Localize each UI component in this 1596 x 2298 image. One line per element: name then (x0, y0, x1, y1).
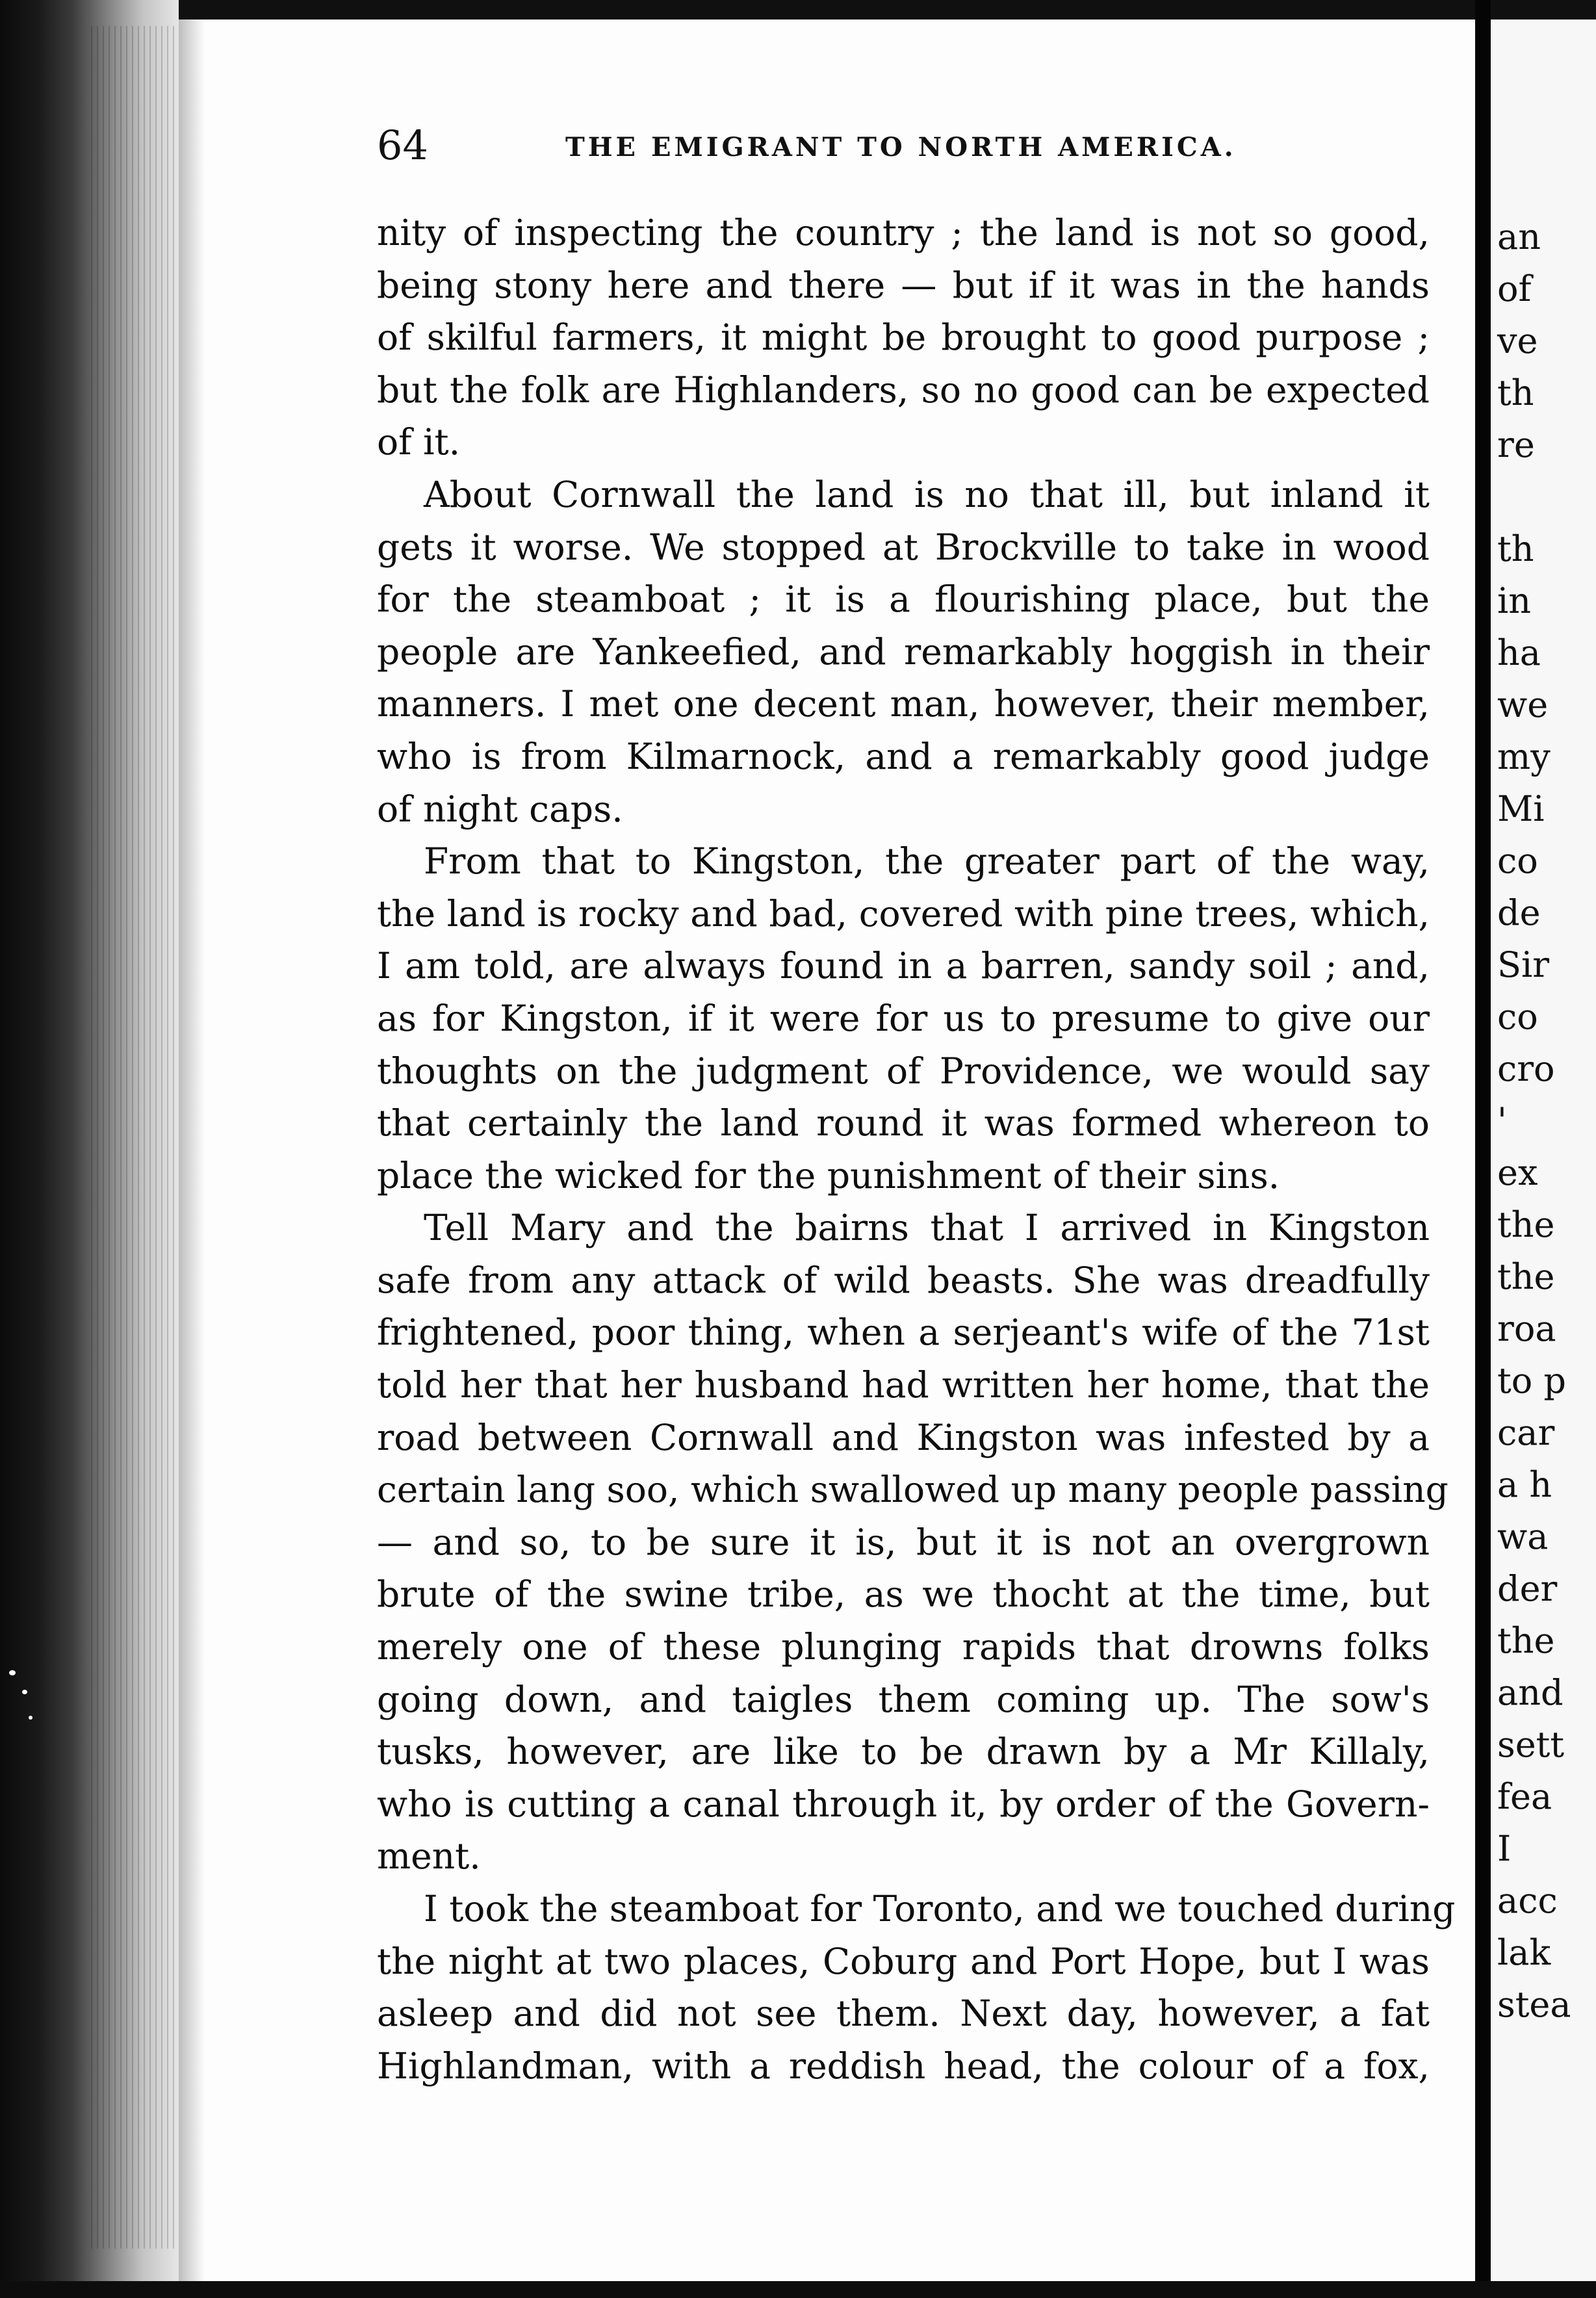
text-line: for the steamboat ; it is a flourishing place, but the (377, 578, 1430, 621)
text-line: but the folk are Highlanders, so no good can be expected (377, 368, 1430, 411)
text-line: merely one of these plunging rapids that drowns folks (377, 1626, 1430, 1668)
facing-page-text: to p (1497, 1360, 1566, 1401)
facing-page-text: der (1497, 1568, 1558, 1609)
text-line: people are Yankeefied, and remarkably hoggish in their (377, 630, 1430, 673)
facing-page-text: the (1497, 1256, 1555, 1297)
text-line: I am told, are always found in a barren, sandy soil ; and, (377, 945, 1430, 987)
text-line: frightened, poor thing, when a serjeant's wife of the 71st (377, 1311, 1430, 1354)
text-line: manners. I met one decent man, however, their member, (377, 683, 1430, 725)
facing-page-text: ha (1497, 632, 1541, 673)
facing-page-text: cro (1497, 1048, 1555, 1089)
text-line: certain lang soo, which swallowed up many people passing (377, 1469, 1448, 1511)
page-header (377, 122, 1430, 172)
facing-page-text: an (1497, 216, 1541, 257)
gutter-speck (9, 1670, 16, 1675)
facing-page-text: de (1497, 892, 1541, 933)
text-line: of skilful farmers, it might be brought to good purpose ; (377, 316, 1430, 359)
text-line: that certainly the land round it was formed whereon to (377, 1102, 1430, 1144)
facing-page-text: co (1497, 996, 1538, 1037)
facing-page-text: in (1497, 580, 1532, 621)
facing-page-text: ' (1497, 1100, 1507, 1141)
text-line: who is from Kilmarnock, and a remarkably good judge (377, 735, 1430, 777)
facing-page-text: my (1497, 736, 1551, 777)
facing-page-text: ve (1497, 320, 1538, 361)
text-line: asleep and did not see them. Next day, however, a fat (377, 1993, 1430, 2035)
text-line: About Cornwall the land is no that ill, but inland it (424, 473, 1430, 515)
text-line: being stony here and there — but if it was in the hands (377, 264, 1430, 306)
text-line: as for Kingston, if it were for us to presume to give our (377, 997, 1430, 1039)
facing-page-text: stea (1497, 1984, 1571, 2025)
page-number: 64 (377, 122, 428, 169)
text-line: road between Cornwall and Kingston was infested by a (377, 1416, 1430, 1458)
facing-page-text: and (1497, 1672, 1564, 1713)
text-line: From that to Kingston, the greater part of the way, (424, 840, 1430, 883)
text-line: brute of the swine tribe, as we thocht at the time, but (377, 1573, 1430, 1616)
gutter-speck (29, 1716, 32, 1720)
text-line: I took the steamboat for Toronto, and we touched during (424, 1888, 1456, 1930)
facing-page-text: co (1497, 840, 1538, 881)
facing-page-text: re (1497, 424, 1535, 465)
book-gutter (0, 0, 179, 2298)
text-line: gets it worse. We stopped at Brockville to take in wood (377, 526, 1430, 568)
page-shadow (179, 19, 205, 2281)
facing-page-text: Sir (1497, 944, 1550, 985)
facing-page-text: th (1497, 372, 1534, 413)
text-line: tusks, however, are like to be drawn by a Mr Killaly, (377, 1731, 1430, 1773)
facing-page-text: roa (1497, 1308, 1556, 1349)
text-line: Highlandman, with a reddish head, the colour of a fox, (377, 2045, 1430, 2087)
facing-page-text: car (1497, 1412, 1555, 1453)
text-line: of night caps. (377, 788, 623, 830)
facing-page-text: sett (1497, 1724, 1565, 1765)
facing-page-text: ex (1497, 1152, 1538, 1193)
text-line: — and so, to be sure it is, but it is not an overgrown (377, 1521, 1430, 1563)
text-line: place the wicked for the punishment of their sins. (377, 1154, 1280, 1196)
text-line: the land is rocky and bad, covered with pine trees, which, (377, 892, 1430, 935)
scan-bottom-edge (0, 2281, 1596, 2298)
text-line: going down, and taigles them coming up. The sow's (377, 1678, 1430, 1720)
text-line: told her that her husband had written her home, that the (377, 1364, 1430, 1406)
text-line: ment. (377, 1835, 481, 1878)
facing-page-text: wa (1497, 1516, 1549, 1557)
scan-top-edge (0, 0, 1596, 19)
facing-page-text: a h (1497, 1464, 1552, 1505)
body-text (377, 207, 1456, 2092)
text-line: nity of inspecting the country ; the land is not so good, (377, 212, 1430, 253)
facing-page-text: the (1497, 1620, 1555, 1661)
facing-page-text: we (1497, 684, 1549, 725)
text-line: the night at two places, Coburg and Port Hope, but I was (377, 1940, 1430, 1982)
facing-page-text: lak (1497, 1932, 1551, 1973)
page-edges (91, 26, 175, 2249)
facing-page-text: of (1497, 268, 1532, 309)
text-line: who is cutting a canal through it, by order of the Govern- (377, 1783, 1430, 1825)
facing-page-fragment (1491, 19, 1596, 2281)
gutter-speck (22, 1690, 27, 1694)
facing-page-text: the (1497, 1204, 1555, 1245)
facing-page-text: acc (1497, 1880, 1558, 1921)
facing-page-text: I (1497, 1828, 1512, 1869)
facing-page-text: th (1497, 528, 1534, 569)
text-line: safe from any attack of wild beasts. She was dreadfully (377, 1259, 1430, 1301)
page-divider (1475, 0, 1491, 2298)
running-title: THE EMIGRANT TO NORTH AMERICA. (565, 132, 1237, 162)
facing-page-text: fea (1497, 1776, 1552, 1817)
text-line: Tell Mary and the bairns that I arrived in Kingston (424, 1207, 1430, 1249)
text-line: of it. (377, 421, 461, 463)
facing-page-text: Mi (1497, 788, 1545, 829)
text-line: thoughts on the judgment of Providence, we would say (377, 1050, 1430, 1092)
